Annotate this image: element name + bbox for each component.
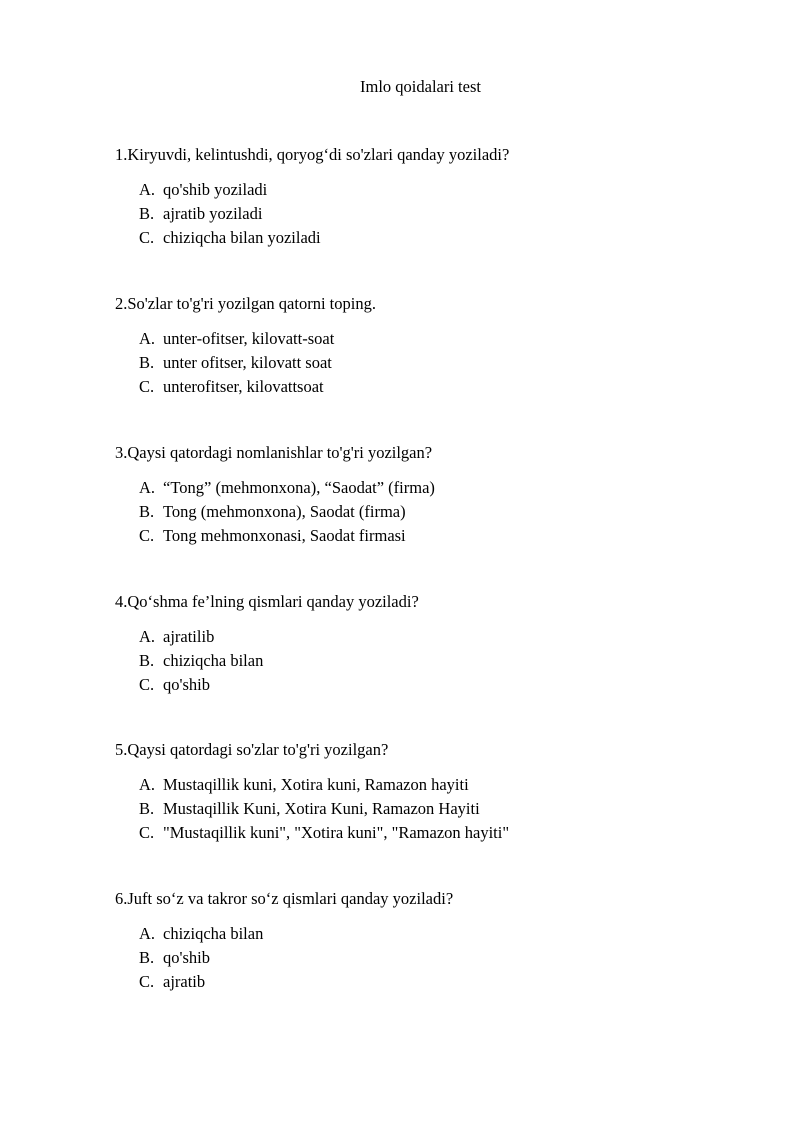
question-6 [115,889,755,994]
option-b [139,202,755,226]
option-letter: A. [139,627,156,646]
question-text: 2.So'zlar to'g'ri yozilgan qatorni toping. [115,294,376,313]
option-b [139,351,755,375]
option-text: unterofitser, kilovattsoat [163,377,324,396]
question-text: 5.Qaysi qatordagi so'zlar to'g'ri yozilgan? [115,740,389,759]
option-letter: B. [139,502,155,521]
options-list [115,476,755,548]
option-letter: C. [139,675,155,694]
option-letter: B. [139,204,155,223]
option-a [139,178,755,202]
option-c [139,226,755,250]
question-text: 1.Kiryuvdi, kelintushdi, qoryog‘di so'zlari qanday yoziladi? [115,145,510,164]
option-letter: B. [139,651,155,670]
option-b [139,946,755,970]
option-text: chiziqcha bilan [163,651,264,670]
option-letter: A. [139,329,156,348]
option-text: “Tong” (mehmonxona), “Saodat” (firma) [163,478,435,497]
option-text: ajratib [163,972,206,991]
document-title: Imlo qoidalari test [360,77,481,96]
option-c [139,821,755,845]
option-letter: B. [139,948,155,967]
question-5 [115,740,755,845]
option-c [139,673,755,697]
option-a [139,625,755,649]
question-text: 6.Juft so‘z va takror so‘z qismlari qanday yoziladi? [115,889,454,908]
option-letter: A. [139,180,156,199]
option-text: Mustaqillik Kuni, Xotira Kuni, Ramazon Hayiti [163,799,480,818]
question-text: 4.Qo‘shma fe’lning qismlari qanday yoziladi? [115,592,419,611]
option-letter: C. [139,228,155,247]
option-text: unter-ofitser, kilovatt-soat [163,329,335,348]
option-c [139,375,755,399]
option-text: Tong mehmonxonasi, Saodat firmasi [163,526,406,545]
option-text: Mustaqillik kuni, Xotira kuni, Ramazon hayiti [163,775,469,794]
option-text: qo'shib [163,948,210,967]
option-text: "Mustaqillik kuni", "Xotira kuni", "Ramazon hayiti" [163,823,510,842]
option-letter: A. [139,924,156,943]
option-letter: C. [139,972,155,991]
option-b [139,797,755,821]
option-text: Tong (mehmonxona), Saodat (firma) [163,502,406,521]
option-letter: B. [139,799,155,818]
question-2 [115,294,755,399]
question-3 [115,443,755,548]
options-list [115,773,755,845]
option-letter: A. [139,478,156,497]
option-letter: C. [139,823,155,842]
options-list [115,178,755,250]
option-letter: B. [139,353,155,372]
option-a [139,327,755,351]
option-a [139,476,755,500]
option-text: qo'shib [163,675,210,694]
option-text: ajratilib [163,627,215,646]
question-text: 3.Qaysi qatordagi nomlanishlar to'g'ri yozilgan? [115,443,433,462]
option-c [139,970,755,994]
question-1 [115,145,755,250]
option-a [139,922,755,946]
option-text: unter ofitser, kilovatt soat [163,353,332,372]
options-list [115,625,755,697]
option-text: ajratib yoziladi [163,204,263,223]
options-list [115,922,755,994]
option-letter: A. [139,775,156,794]
option-letter: C. [139,377,155,396]
option-b [139,500,755,524]
option-c [139,524,755,548]
option-text: chiziqcha bilan yoziladi [163,228,321,247]
option-text: qo'shib yoziladi [163,180,268,199]
option-text: chiziqcha bilan [163,924,264,943]
question-4 [115,592,755,697]
option-a [139,773,755,797]
options-list [115,327,755,399]
option-letter: C. [139,526,155,545]
option-b [139,649,755,673]
